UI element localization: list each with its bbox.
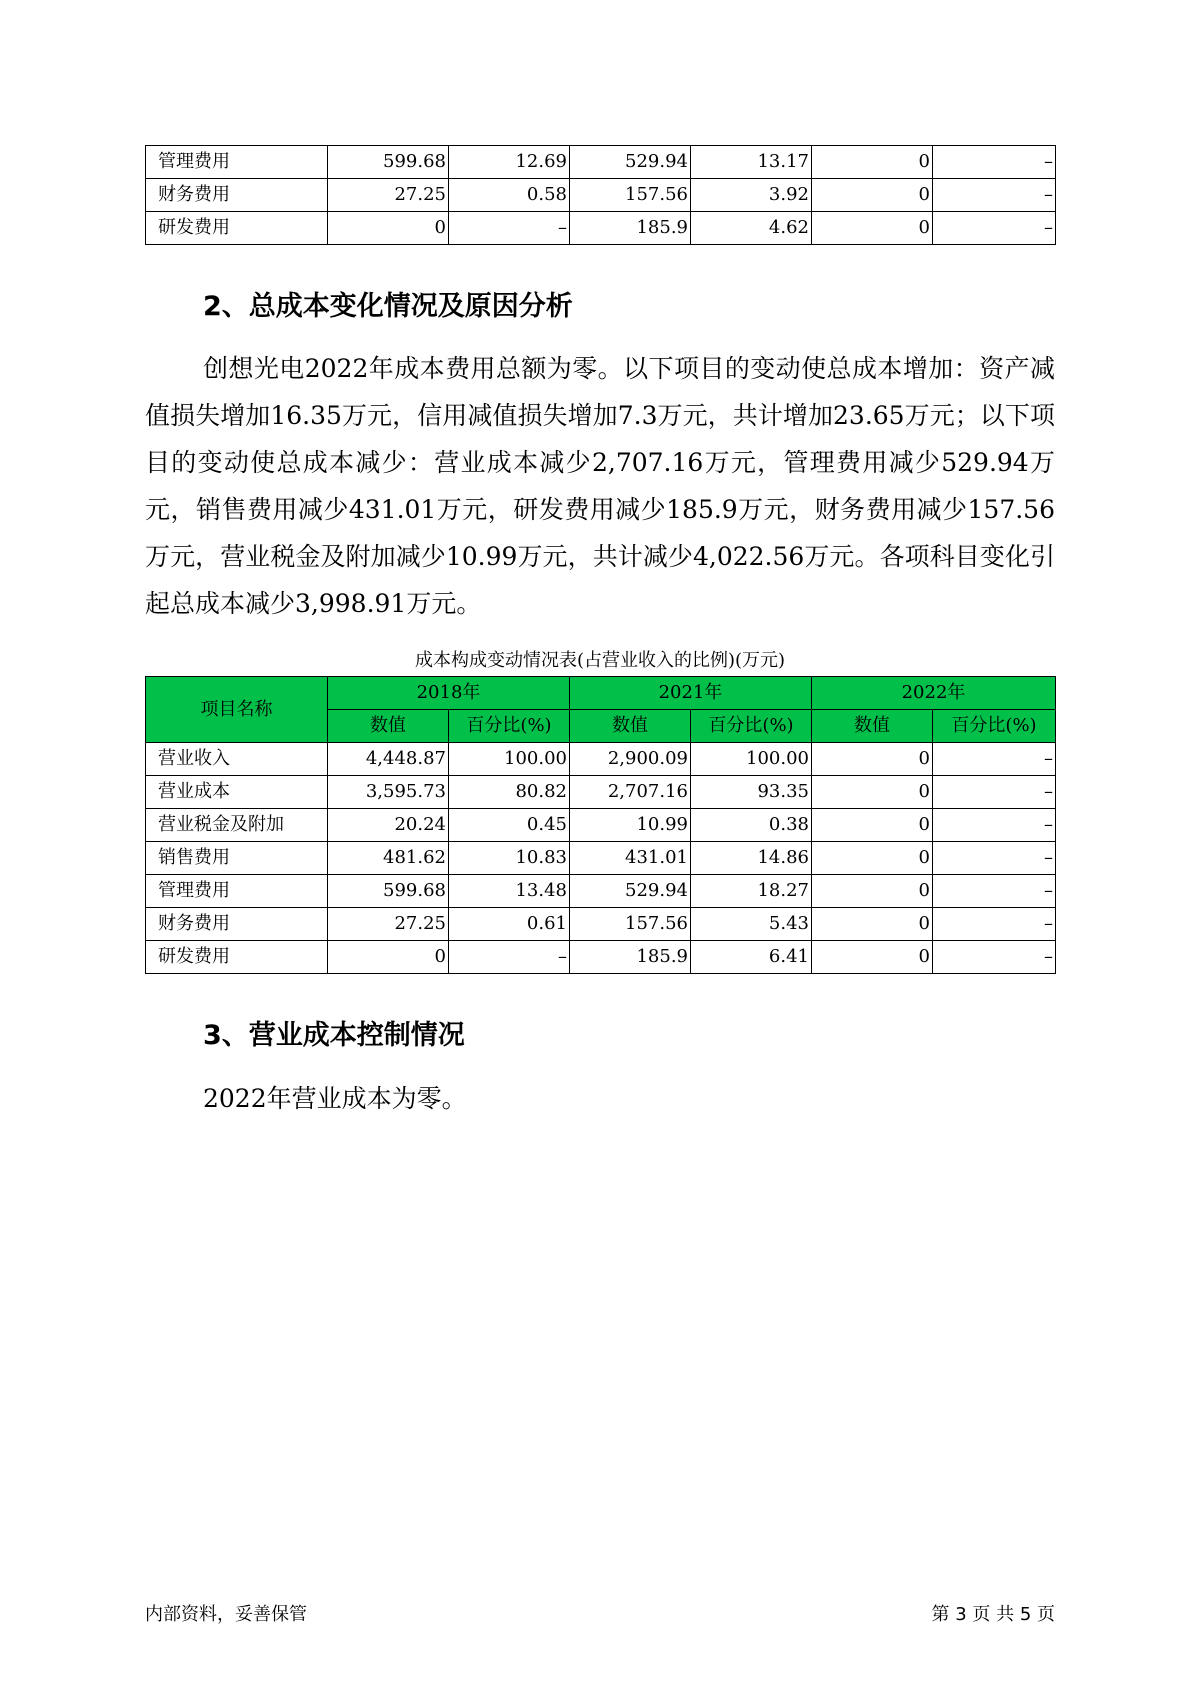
- cell-value: 185.9: [570, 941, 691, 974]
- cell-value: 18.27: [691, 875, 812, 908]
- cell-value: 3,595.73: [328, 776, 449, 809]
- cell-value: 93.35: [691, 776, 812, 809]
- cell-value: 10.83: [449, 842, 570, 875]
- cell-value: 10.99: [570, 809, 691, 842]
- cell-value: 0: [812, 875, 933, 908]
- cell-value: 27.25: [328, 179, 449, 212]
- row-label: 研发费用: [146, 212, 328, 245]
- header-percent: 百分比(%): [449, 710, 570, 743]
- cost-structure-table: [145, 676, 1056, 974]
- section-2-paragraph: 创想光电2022年成本费用总额为零。以下项目的变动使总成本增加：资产减值损失增加16.35万元，信用减值损失增加7.3万元，共计增加23.65万元；以下项目的变动使总成本减少：营业成本减少2,707.16万元，管理费用减少529.94万元，销售费用减少431.01万元，研发费用减少185.9万元，财务费用减少157.56万元，营业税金及附加减少10.99万元，共计减少4,022.56万元。各项科目变化引起总成本减少3,998.91万元。: [145, 354, 1055, 618]
- table-caption: 成本构成变动情况表(占营业收入的比例)(万元): [414, 650, 786, 671]
- cell-value: 100.00: [449, 743, 570, 776]
- row-label: 管理费用: [146, 146, 328, 179]
- cell-value: 3.92: [691, 179, 812, 212]
- cell-value: 481.62: [328, 842, 449, 875]
- cell-value: 0: [812, 743, 933, 776]
- cell-value: –: [933, 941, 1056, 974]
- header-value: 数值: [812, 710, 933, 743]
- cell-value: –: [933, 875, 1056, 908]
- cell-value: 12.69: [449, 146, 570, 179]
- cell-value: 157.56: [570, 908, 691, 941]
- table-row: [146, 875, 1056, 908]
- cell-value: 2,900.09: [570, 743, 691, 776]
- cell-value: 4.62: [691, 212, 812, 245]
- section-2-heading: 2、总成本变化情况及原因分析: [203, 291, 573, 322]
- cell-value: 0: [812, 146, 933, 179]
- cell-value: 431.01: [570, 842, 691, 875]
- cell-value: 80.82: [449, 776, 570, 809]
- row-label: 管理费用: [146, 875, 328, 908]
- table-row: [146, 146, 1056, 179]
- cell-value: 529.94: [570, 146, 691, 179]
- cell-value: –: [933, 146, 1056, 179]
- cell-value: –: [933, 776, 1056, 809]
- table-header-row: [146, 677, 1056, 710]
- row-label: 财务费用: [146, 179, 328, 212]
- cell-value: 0.38: [691, 809, 812, 842]
- cell-value: 14.86: [691, 842, 812, 875]
- table-row: [146, 842, 1056, 875]
- row-label: 营业收入: [146, 743, 328, 776]
- table-row: [146, 776, 1056, 809]
- cell-value: 157.56: [570, 179, 691, 212]
- header-year: 2021年: [570, 677, 812, 710]
- cell-value: 0.61: [449, 908, 570, 941]
- cell-value: –: [933, 179, 1056, 212]
- cell-value: 27.25: [328, 908, 449, 941]
- cell-value: 0: [328, 212, 449, 245]
- header-year: 2018年: [328, 677, 570, 710]
- cell-value: 0: [328, 941, 449, 974]
- row-label: 研发费用: [146, 941, 328, 974]
- table-row: [146, 179, 1056, 212]
- cell-value: 529.94: [570, 875, 691, 908]
- cell-value: 100.00: [691, 743, 812, 776]
- header-value: 数值: [570, 710, 691, 743]
- table-row: [146, 212, 1056, 245]
- cell-value: 2,707.16: [570, 776, 691, 809]
- header-year: 2022年: [812, 677, 1056, 710]
- cell-value: 599.68: [328, 146, 449, 179]
- section-3-heading: 3、营业成本控制情况: [203, 1020, 465, 1051]
- cell-value: 4,448.87: [328, 743, 449, 776]
- cell-value: 13.17: [691, 146, 812, 179]
- row-label: 销售费用: [146, 842, 328, 875]
- cell-value: –: [933, 908, 1056, 941]
- top-cost-table: [145, 145, 1056, 245]
- cell-value: 13.48: [449, 875, 570, 908]
- cell-value: 0: [812, 941, 933, 974]
- table-row: [146, 941, 1056, 974]
- cell-value: 0: [812, 212, 933, 245]
- cell-value: 185.9: [570, 212, 691, 245]
- section-3-paragraph: 2022年营业成本为零。: [203, 1084, 467, 1113]
- header-item-name: 项目名称: [146, 677, 328, 743]
- cell-value: 20.24: [328, 809, 449, 842]
- cell-value: 599.68: [328, 875, 449, 908]
- row-label: 营业成本: [146, 776, 328, 809]
- header-percent: 百分比(%): [691, 710, 812, 743]
- cell-value: –: [449, 212, 570, 245]
- header-value: 数值: [328, 710, 449, 743]
- table-row: [146, 809, 1056, 842]
- footer-page-number: 第 3 页 共 5 页: [931, 1604, 1055, 1625]
- cell-value: 0: [812, 776, 933, 809]
- cell-value: 0.45: [449, 809, 570, 842]
- header-percent: 百分比(%): [933, 710, 1056, 743]
- cell-value: 0: [812, 842, 933, 875]
- row-label: 财务费用: [146, 908, 328, 941]
- cell-value: 0: [812, 179, 933, 212]
- cell-value: 0.58: [449, 179, 570, 212]
- cell-value: –: [449, 941, 570, 974]
- cell-value: –: [933, 743, 1056, 776]
- cell-value: –: [933, 212, 1056, 245]
- table-row: [146, 908, 1056, 941]
- row-label: 营业税金及附加: [146, 809, 328, 842]
- cell-value: 6.41: [691, 941, 812, 974]
- cell-value: –: [933, 809, 1056, 842]
- cell-value: 0: [812, 908, 933, 941]
- table-row: [146, 743, 1056, 776]
- cell-value: 0: [812, 809, 933, 842]
- cell-value: –: [933, 842, 1056, 875]
- cell-value: 5.43: [691, 908, 812, 941]
- footer-confidential-note: 内部资料，妥善保管: [145, 1604, 307, 1625]
